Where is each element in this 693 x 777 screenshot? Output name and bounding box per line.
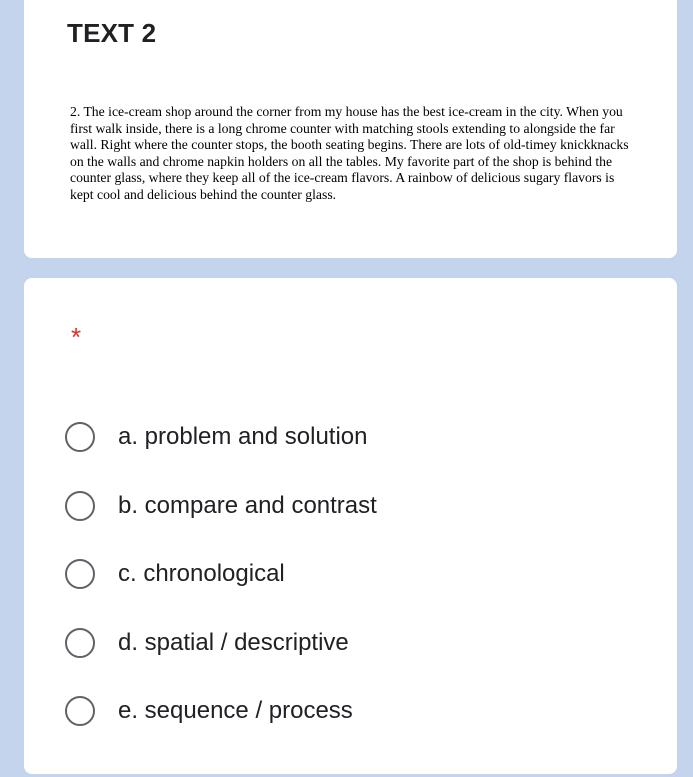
question-card — [24, 278, 677, 774]
passage-text: 2. The ice-cream shop around the corner from my house has the best ice-cream in the city. When you first walk inside, there is a long chrome counter with matching stools extending to alongside the far wall. Right where the counter stops, the booth seating begins. There are lots of old-timey knickknacks on the walls and chrome napkin holders on all the tables. My favorite part of the shop is behind the counter glass, where they keep all of the ice-cream flavors. A rainbow of delicious sugary flavors is kept cool and delicious behind the counter glass. — [70, 104, 629, 202]
option-label[interactable]: b. compare and contrast — [118, 491, 377, 519]
option-d[interactable] — [65, 609, 625, 678]
section-header-card — [24, 0, 677, 258]
option-c[interactable] — [65, 540, 625, 609]
option-b[interactable] — [65, 472, 625, 541]
radio-button[interactable] — [65, 422, 95, 452]
option-e[interactable] — [65, 677, 625, 746]
radio-button[interactable] — [65, 696, 95, 726]
answer-options — [65, 403, 625, 746]
option-a[interactable] — [65, 403, 625, 472]
option-label[interactable]: d. spatial / descriptive — [118, 628, 349, 656]
option-label[interactable]: a. problem and solution — [118, 423, 368, 451]
radio-button[interactable] — [65, 491, 95, 521]
option-label[interactable]: e. sequence / process — [118, 697, 353, 725]
section-title: TEXT 2 — [67, 18, 157, 48]
radio-button[interactable] — [65, 559, 95, 589]
option-label[interactable]: c. chronological — [118, 560, 285, 588]
radio-button[interactable] — [65, 628, 95, 658]
required-asterisk: * — [71, 322, 82, 352]
